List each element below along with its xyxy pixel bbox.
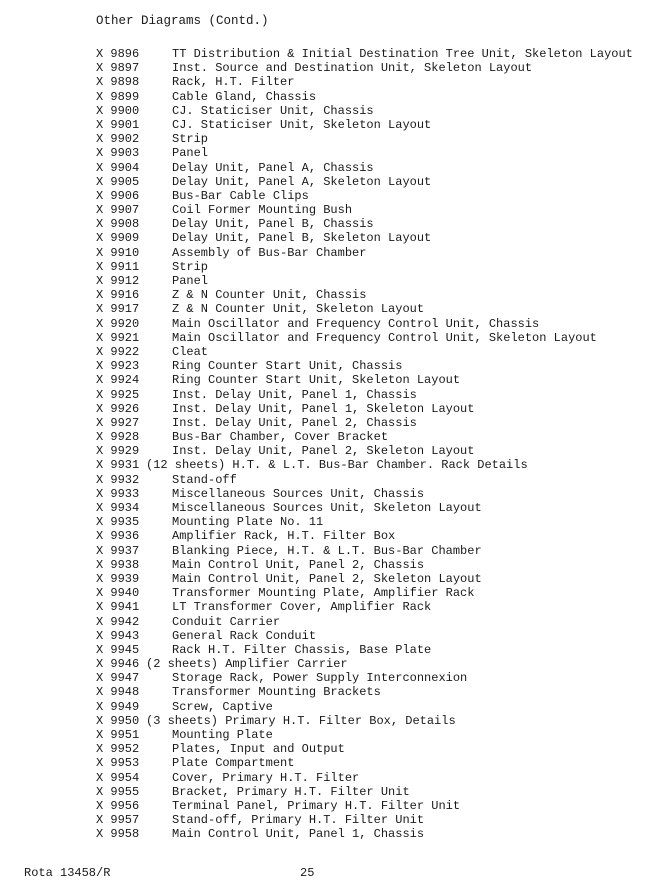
diagram-title: Main Control Unit, Panel 1, Chassis	[172, 827, 425, 842]
list-item	[96, 189, 646, 203]
diagram-title: Transformer Mounting Plate, Amplifier Rack	[172, 586, 475, 601]
diagram-title: Assembly of Bus-Bar Chamber	[172, 245, 367, 260]
diagram-code: X 9912	[96, 274, 140, 288]
diagram-title: Plate Compartment	[172, 756, 295, 771]
list-item	[96, 544, 646, 558]
diagram-code: X 9931	[96, 458, 140, 473]
diagram-code: X 9943	[96, 628, 140, 643]
diagram-code: X 9910	[96, 245, 140, 260]
list-item	[96, 47, 646, 61]
diagram-code: X 9958	[96, 827, 140, 842]
diagram-title: Rack H.T. Filter Chassis, Base Plate	[172, 642, 432, 657]
diagram-title: Plates, Input and Output	[172, 742, 345, 757]
list-item	[96, 586, 646, 600]
diagram-code: X 9951	[96, 728, 140, 742]
list-item	[96, 785, 646, 799]
diagram-code: X 9956	[96, 798, 140, 813]
diagram-title: Delay Unit, Panel B, Chassis	[172, 217, 374, 232]
diagram-title: Delay Unit, Panel B, Skeleton Layout	[172, 231, 432, 246]
list-item	[96, 473, 646, 487]
diagram-code: X 9942	[96, 614, 140, 629]
diagram-title: Inst. Source and Destination Unit, Skeleton Layout	[172, 61, 533, 76]
diagram-code: X 9896	[96, 47, 140, 61]
diagram-code: X 9904	[96, 160, 140, 175]
diagram-code: X 9925	[96, 387, 140, 402]
diagram-title: Cover, Primary H.T. Filter	[172, 770, 360, 785]
diagram-title: Coil Former Mounting Bush	[172, 203, 353, 218]
diagram-code: X 9902	[96, 132, 140, 147]
diagram-title: Inst. Delay Unit, Panel 1, Chassis	[172, 387, 417, 402]
diagram-code: X 9917	[96, 302, 140, 317]
list-item	[96, 558, 646, 572]
list-item	[96, 146, 646, 160]
diagram-code: X 9920	[96, 316, 140, 331]
diagram-title: Main Oscillator and Frequency Control Unit, Chassis	[172, 316, 540, 331]
diagram-title: Panel	[172, 146, 209, 161]
diagram-code: X 9929	[96, 444, 140, 459]
diagram-title: Bracket, Primary H.T. Filter Unit	[172, 784, 410, 799]
list-item	[96, 629, 646, 643]
diagram-code: X 9903	[96, 146, 140, 161]
list-item	[96, 345, 646, 359]
list-item	[96, 359, 646, 373]
list-item	[96, 756, 646, 770]
diagram-code: X 9927	[96, 415, 140, 430]
diagram-code: X 9897	[96, 61, 140, 76]
diagram-title: LT Transformer Cover, Amplifier Rack	[172, 600, 432, 615]
diagram-code: X 9899	[96, 89, 140, 104]
list-item	[96, 529, 646, 543]
page-heading: Other Diagrams (Contd.)	[96, 14, 269, 28]
document-reference: Rota 13458/R	[24, 866, 111, 880]
diagram-title: Ring Counter Start Unit, Chassis	[172, 359, 403, 374]
list-item	[96, 771, 646, 785]
diagram-title: Main Control Unit, Panel 2, Chassis	[172, 557, 425, 572]
list-item	[96, 416, 646, 430]
diagram-title: Transformer Mounting Brackets	[172, 685, 381, 700]
diagram-code: X 9948	[96, 685, 140, 700]
diagram-title: CJ. Staticiser Unit, Chassis	[172, 103, 374, 118]
page-number: 25	[300, 866, 315, 880]
diagram-code: X 9911	[96, 259, 140, 274]
diagram-title: Cleat	[172, 344, 209, 359]
diagram-code: X 9923	[96, 359, 140, 374]
diagram-title: Cable Gland, Chassis	[172, 89, 317, 104]
list-item	[96, 274, 646, 288]
diagram-code: X 9938	[96, 557, 140, 572]
diagram-title: CJ. Staticiser Unit, Skeleton Layout	[172, 117, 432, 132]
list-item	[96, 331, 646, 345]
diagram-code: X 9952	[96, 742, 140, 757]
list-item	[96, 714, 646, 728]
list-item	[96, 402, 646, 416]
diagram-title: Main Control Unit, Panel 2, Skeleton Layout	[172, 571, 482, 586]
diagram-code: X 9935	[96, 515, 140, 530]
diagram-code: X 9940	[96, 586, 140, 601]
diagram-code: X 9953	[96, 756, 140, 771]
diagram-title: (12 sheets) H.T. & L.T. Bus-Bar Chamber. Rack Details	[146, 458, 528, 473]
diagram-code: X 9909	[96, 231, 140, 246]
diagram-code: X 9955	[96, 784, 140, 799]
list-item	[96, 487, 646, 501]
diagram-title: Panel	[172, 274, 209, 288]
diagram-title: Ring Counter Start Unit, Skeleton Layout	[172, 373, 461, 388]
diagram-code: X 9937	[96, 543, 140, 558]
diagram-code: X 9946	[96, 657, 140, 672]
list-item	[96, 813, 646, 827]
list-item	[96, 203, 646, 217]
list-item	[96, 61, 646, 75]
list-item	[96, 288, 646, 302]
diagram-title: Mounting Plate No. 11	[172, 515, 324, 530]
diagram-title: Inst. Delay Unit, Panel 1, Skeleton Layout	[172, 401, 475, 416]
diagram-title: Main Oscillator and Frequency Control Unit, Skeleton Layout	[172, 330, 597, 345]
diagram-title: Storage Rack, Power Supply Interconnexion	[172, 671, 468, 686]
diagram-code: X 9957	[96, 813, 140, 828]
list-item	[96, 700, 646, 714]
list-item	[96, 246, 646, 260]
diagram-code: X 9945	[96, 642, 140, 657]
list-item	[96, 90, 646, 104]
list-item	[96, 444, 646, 458]
diagram-title: Delay Unit, Panel A, Chassis	[172, 160, 374, 175]
diagram-code: X 9950	[96, 713, 140, 728]
list-item	[96, 671, 646, 685]
diagram-code: X 9924	[96, 373, 140, 388]
list-item	[96, 728, 646, 742]
diagram-title: Z & N Counter Unit, Chassis	[172, 288, 367, 303]
diagram-code: X 9949	[96, 699, 140, 714]
diagram-title: Stand-off	[172, 472, 237, 487]
diagram-title: Bus-Bar Cable Clips	[172, 188, 309, 203]
diagram-title: (3 sheets) Primary H.T. Filter Box, Details	[146, 713, 456, 728]
list-item	[96, 373, 646, 387]
list-item	[96, 217, 646, 231]
list-item	[96, 104, 646, 118]
diagram-code: X 9916	[96, 288, 140, 303]
list-item	[96, 572, 646, 586]
list-item	[96, 302, 646, 316]
list-item	[96, 501, 646, 515]
diagram-title: Miscellaneous Sources Unit, Skeleton Layout	[172, 501, 482, 515]
diagram-title: Bus-Bar Chamber, Cover Bracket	[172, 430, 389, 445]
list-item	[96, 458, 646, 472]
diagram-title: Stand-off, Primary H.T. Filter Unit	[172, 813, 425, 828]
diagram-title: Delay Unit, Panel A, Skeleton Layout	[172, 174, 432, 189]
list-item	[96, 388, 646, 402]
diagram-code: X 9947	[96, 671, 140, 686]
diagram-code: X 9934	[96, 501, 140, 515]
diagram-code: X 9907	[96, 203, 140, 218]
list-item	[96, 231, 646, 245]
diagram-code: X 9939	[96, 571, 140, 586]
diagram-code: X 9901	[96, 117, 140, 132]
list-item	[96, 132, 646, 146]
diagram-code: X 9921	[96, 330, 140, 345]
diagram-title: (2 sheets) Amplifier Carrier	[146, 657, 348, 672]
list-item	[96, 685, 646, 699]
list-item	[96, 161, 646, 175]
diagram-code: X 9905	[96, 174, 140, 189]
diagram-title: Amplifier Rack, H.T. Filter Box	[172, 529, 396, 544]
diagram-title: Mounting Plate	[172, 728, 273, 742]
list-item	[96, 643, 646, 657]
diagram-code: X 9936	[96, 529, 140, 544]
list-item	[96, 515, 646, 529]
list-item	[96, 799, 646, 813]
diagram-code: X 9932	[96, 472, 140, 487]
diagram-list	[96, 47, 646, 842]
diagram-title: Strip	[172, 259, 209, 274]
list-item	[96, 742, 646, 756]
diagram-title: Miscellaneous Sources Unit, Chassis	[172, 486, 425, 501]
list-item	[96, 827, 646, 841]
diagram-title: Inst. Delay Unit, Panel 2, Skeleton Layout	[172, 444, 475, 459]
diagram-title: General Rack Conduit	[172, 628, 317, 643]
diagram-title: Blanking Piece, H.T. & L.T. Bus-Bar Chamber	[172, 543, 482, 558]
diagram-code: X 9941	[96, 600, 140, 615]
list-item	[96, 430, 646, 444]
list-item	[96, 260, 646, 274]
diagram-code: X 9928	[96, 430, 140, 445]
diagram-title: TT Distribution & Initial Destination Tree Unit, Skeleton Layout	[172, 47, 633, 61]
list-item	[96, 615, 646, 629]
diagram-title: Conduit Carrier	[172, 614, 281, 629]
list-item	[96, 75, 646, 89]
diagram-code: X 9926	[96, 401, 140, 416]
diagram-code: X 9933	[96, 486, 140, 501]
diagram-title: Rack, H.T. Filter	[172, 75, 295, 90]
diagram-title: Strip	[172, 132, 209, 147]
diagram-code: X 9922	[96, 344, 140, 359]
diagram-code: X 9898	[96, 75, 140, 90]
diagram-title: Z & N Counter Unit, Skeleton Layout	[172, 302, 425, 317]
diagram-code: X 9906	[96, 188, 140, 203]
diagram-code: X 9908	[96, 217, 140, 232]
list-item	[96, 600, 646, 614]
list-item	[96, 175, 646, 189]
list-item	[96, 317, 646, 331]
list-item	[96, 118, 646, 132]
diagram-title: Inst. Delay Unit, Panel 2, Chassis	[172, 415, 417, 430]
diagram-code: X 9900	[96, 103, 140, 118]
diagram-title: Screw, Captive	[172, 699, 273, 714]
diagram-title: Terminal Panel, Primary H.T. Filter Unit	[172, 798, 461, 813]
diagram-code: X 9954	[96, 770, 140, 785]
list-item	[96, 657, 646, 671]
